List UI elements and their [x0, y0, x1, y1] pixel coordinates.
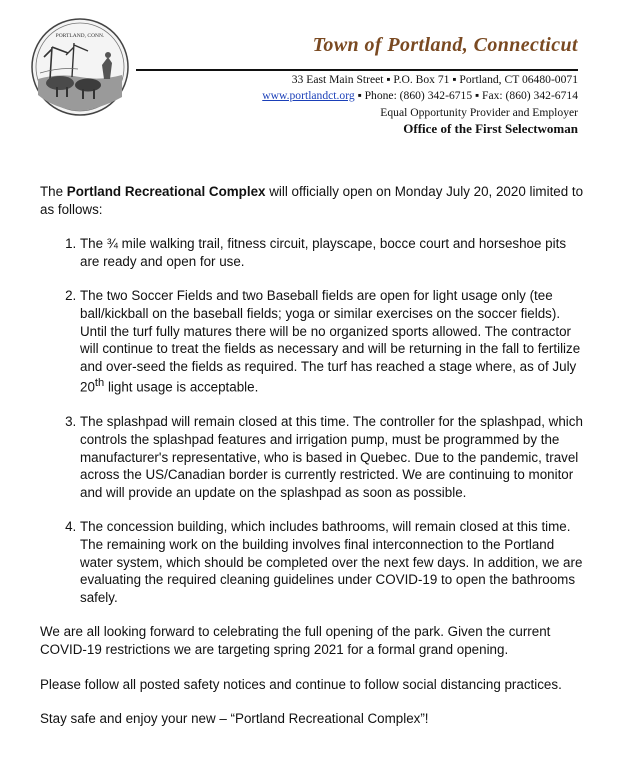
- seal-text: PORTLAND, CONN.: [55, 33, 105, 39]
- eeo-line: Equal Opportunity Provider and Employer: [380, 106, 578, 119]
- list-item-fields: [80, 287, 588, 396]
- fields-text: The two Soccer Fields and two Baseball fields are open for light usage only (tee ball/kickball on the baseball fields; yoga or similar exercises on the soccer fields). Until the turf fully matures there will be no organized sports allowed. The contractor will continue to treat the fields as necessary and will be returning in the fall to fertilize and over-seed the fields as required. The turf has reached a stage where, as of July 20: [80, 288, 581, 395]
- list-item-splashpad: 3. The splashpad will remain closed at this time. The controller for the splashpad, which controls the splashpad features and irrigation pump, must be programmed by the manufacturer's representative, who is based in Quebec. Due to the pandemic, travel across the US/Canadian border is currently restricted. We are continuing to monitor and will provide an update on the splashpad as soon as possible.: [80, 413, 588, 501]
- town-seal-logo: [30, 17, 130, 117]
- intro-prefix: The: [40, 184, 67, 199]
- letter-body: [40, 183, 588, 728]
- closing-paragraph: Stay safe and enjoy your new – “Portland Recreational Complex”!: [40, 711, 429, 727]
- town-title: Town of Portland, Connecticut: [312, 34, 578, 56]
- website-link[interactable]: www.portlandct.org: [262, 89, 355, 102]
- ordinal-suffix: th: [94, 377, 105, 390]
- fields-text-end: light usage is acceptable.: [104, 379, 259, 395]
- header-divider: [136, 69, 578, 71]
- safety-paragraph: Please follow all posted safety notices and continue to follow social distancing practices.: [40, 676, 562, 692]
- intro-paragraph: [40, 183, 588, 218]
- office-line: Office of the First Selectwoman: [403, 121, 578, 136]
- list-item-trail: 1. The ¾ mile walking trail, fitness circuit, playscape, bocce court and horseshoe pits are ready and open for use.: [80, 235, 588, 270]
- contact-line: ▪ Phone: (860) 342-6715 ▪ Fax: (860) 342-6714: [354, 89, 578, 102]
- contact-line-wrapper: [262, 89, 578, 102]
- status-list: [40, 235, 588, 606]
- grand-opening-paragraph: We are all looking forward to celebrating the full opening of the park. Given the current COVID-19 restrictions we are targeting spring 2021 for a formal grand opening.: [40, 624, 551, 657]
- complex-name: Portland Recreational Complex: [66, 184, 266, 199]
- address-line: 33 East Main Street ▪ P.O. Box 71 ▪ Portland, CT 06480-0071: [291, 73, 578, 86]
- list-item-concession: 4. The concession building, which includes bathrooms, will remain closed at this time. The remaining work on the building involves final interconnection to the Portland water system, which should be completed over the next few days. In addition, we are evaluating the required cleaning guidelines under COVID-19 to open the bathrooms safely.: [80, 518, 588, 606]
- intro-suffix: will officially open on Monday July 20, 2020 limited to as follows:: [40, 184, 584, 217]
